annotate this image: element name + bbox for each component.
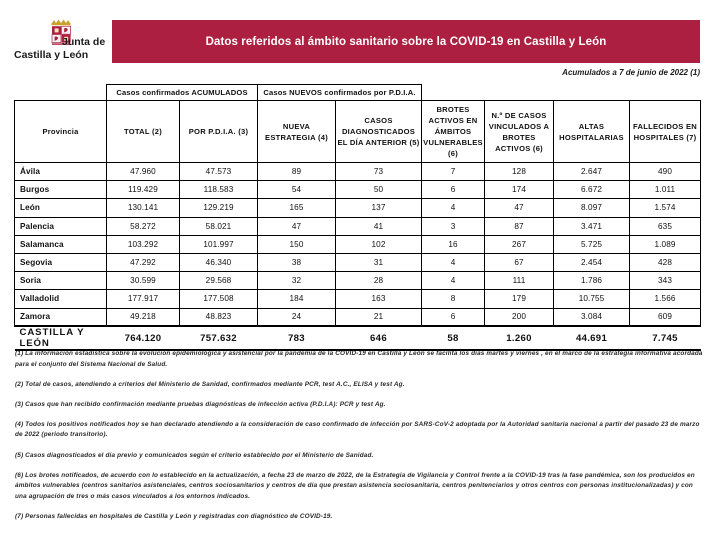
total-cell-brotes-activos: 58 — [422, 326, 485, 350]
total-cell-altas: 44.691 — [554, 326, 630, 350]
footnote-2: (2) Total de casos, atendiendo a criterios del Ministerio de Sanidad, confirmados mediante PCR, test A.C., ELISA y test Ag. — [15, 380, 405, 388]
cell-dia-anterior: 50 — [336, 181, 422, 199]
cell-total: 130.141 — [107, 199, 180, 217]
cell-provincia: Ávila — [15, 163, 107, 181]
cell-por-pdia: 29.568 — [180, 272, 258, 290]
page-header — [0, 0, 714, 77]
total-cell-nueva-estrategia: 783 — [258, 326, 336, 350]
cell-dia-anterior: 137 — [336, 199, 422, 217]
cell-por-pdia: 177.508 — [180, 290, 258, 308]
cell-por-pdia: 46.340 — [180, 253, 258, 271]
cell-por-pdia: 129.219 — [180, 199, 258, 217]
cell-brotes-activos: 4 — [422, 272, 485, 290]
cell-casos-vinculados: 67 — [485, 253, 554, 271]
table-row — [15, 235, 701, 253]
table-row — [15, 272, 701, 290]
column-header-brotes-activos: BROTES ACTIVOS EN ÁMBITOS VULNERABLES (6) — [422, 101, 485, 163]
table-row — [15, 199, 701, 217]
cell-altas: 5.725 — [554, 235, 630, 253]
cell-brotes-activos: 6 — [422, 308, 485, 326]
cell-provincia: Valladolid — [15, 290, 107, 308]
column-header-casos-vinculados: N.º DE CASOS VINCULADOS A BROTES ACTIVOS (6) — [485, 101, 554, 163]
cell-dia-anterior: 73 — [336, 163, 422, 181]
cell-brotes-activos: 6 — [422, 181, 485, 199]
cell-provincia: Soria — [15, 272, 107, 290]
column-header-nueva-estrategia: NUEVA ESTRATEGIA (4) — [258, 101, 336, 163]
cell-casos-vinculados: 174 — [485, 181, 554, 199]
page-title: Datos referidos al ámbito sanitario sobre la COVID-19 en Castilla y León — [205, 35, 607, 48]
junta-logo — [14, 18, 110, 61]
cell-brotes-activos: 3 — [422, 217, 485, 235]
cell-nueva-estrategia: 184 — [258, 290, 336, 308]
column-header-fallecidos: FALLECIDOS EN HOSPITALES (7) — [630, 101, 701, 163]
cell-dia-anterior: 28 — [336, 272, 422, 290]
table-body — [15, 163, 701, 351]
cell-fallecidos: 343 — [630, 272, 701, 290]
cell-dia-anterior: 102 — [336, 235, 422, 253]
cell-altas: 3.471 — [554, 217, 630, 235]
column-header-total: TOTAL (2) — [107, 101, 180, 163]
column-header-dia-anterior: CASOS DIAGNOSTICADOS EL DÍA ANTERIOR (5) — [336, 101, 422, 163]
table-row — [15, 181, 701, 199]
cell-provincia: Burgos — [15, 181, 107, 199]
logo-line-2: Castilla y León — [14, 49, 89, 61]
total-cell-total: 764.120 — [107, 326, 180, 350]
footnote-1: (1) La información estadística sobre la evolución epidemiológica y asistencial por la pandemia de la COVID-19 en Castilla y León se facilita los días martes y viernes , en el marco de la estrategia informativa acordada para el conjunto del Sistema Nacional de Salud. — [15, 350, 703, 368]
table-row — [15, 308, 701, 326]
table-group-header-row — [15, 85, 701, 101]
cell-total: 30.599 — [107, 272, 180, 290]
cell-brotes-activos: 7 — [422, 163, 485, 181]
cell-casos-vinculados: 200 — [485, 308, 554, 326]
cell-casos-vinculados: 87 — [485, 217, 554, 235]
cell-altas: 6.672 — [554, 181, 630, 199]
cell-altas: 8.097 — [554, 199, 630, 217]
cell-dia-anterior: 41 — [336, 217, 422, 235]
cell-brotes-activos: 8 — [422, 290, 485, 308]
cell-nueva-estrategia: 54 — [258, 181, 336, 199]
cell-altas: 2.454 — [554, 253, 630, 271]
cell-total: 49.218 — [107, 308, 180, 326]
logo-line-1: Junta de — [62, 36, 106, 48]
table-row — [15, 217, 701, 235]
total-cell-provincia: CASTILLA Y LEÓN — [15, 326, 107, 350]
group-header-empty-left — [15, 85, 107, 101]
cell-dia-anterior: 31 — [336, 253, 422, 271]
cell-nueva-estrategia: 38 — [258, 253, 336, 271]
table-row — [15, 163, 701, 181]
cell-brotes-activos: 4 — [422, 253, 485, 271]
cell-casos-vinculados: 111 — [485, 272, 554, 290]
cell-fallecidos: 1.089 — [630, 235, 701, 253]
cell-provincia: Palencia — [15, 217, 107, 235]
table-row — [15, 290, 701, 308]
footnote-5: (5) Casos diagnosticados el día previo y comunicados según el criterio establecido por el Ministerio de Sanidad. — [15, 451, 374, 459]
cell-altas: 10.755 — [554, 290, 630, 308]
cell-total: 47.960 — [107, 163, 180, 181]
cell-por-pdia: 58.021 — [180, 217, 258, 235]
cell-altas: 2.647 — [554, 163, 630, 181]
covid-data-table — [14, 84, 701, 351]
covid-data-table-wrap — [14, 84, 700, 351]
cell-casos-vinculados: 267 — [485, 235, 554, 253]
cell-casos-vinculados: 179 — [485, 290, 554, 308]
cell-total: 103.292 — [107, 235, 180, 253]
cell-altas: 1.786 — [554, 272, 630, 290]
group-header-acumulados: Casos confirmados ACUMULADOS — [107, 85, 258, 101]
report-title-bar — [112, 20, 700, 63]
cell-fallecidos: 490 — [630, 163, 701, 181]
cell-nueva-estrategia: 89 — [258, 163, 336, 181]
cell-total: 177.917 — [107, 290, 180, 308]
cell-nueva-estrategia: 32 — [258, 272, 336, 290]
table-column-header-row — [15, 101, 701, 163]
total-cell-dia-anterior: 646 — [336, 326, 422, 350]
cell-fallecidos: 1.011 — [630, 181, 701, 199]
cell-fallecidos: 609 — [630, 308, 701, 326]
cell-nueva-estrategia: 150 — [258, 235, 336, 253]
cell-fallecidos: 1.566 — [630, 290, 701, 308]
total-cell-casos-vinculados: 1.260 — [485, 326, 554, 350]
group-header-nuevos: Casos NUEVOS confirmados por P.D.I.A. — [258, 85, 422, 101]
cell-total: 47.292 — [107, 253, 180, 271]
column-header-provincia: Provincia — [15, 101, 107, 163]
cell-provincia: Zamora — [15, 308, 107, 326]
column-header-altas: ALTAS HOSPITALARIAS — [554, 101, 630, 163]
cell-total: 119.429 — [107, 181, 180, 199]
cell-por-pdia: 118.583 — [180, 181, 258, 199]
cell-fallecidos: 428 — [630, 253, 701, 271]
cell-por-pdia: 48.823 — [180, 308, 258, 326]
cell-por-pdia: 101.997 — [180, 235, 258, 253]
cell-nueva-estrategia: 47 — [258, 217, 336, 235]
cell-nueva-estrategia: 24 — [258, 308, 336, 326]
cell-casos-vinculados: 47 — [485, 199, 554, 217]
total-cell-fallecidos: 7.745 — [630, 326, 701, 350]
cell-dia-anterior: 163 — [336, 290, 422, 308]
cell-fallecidos: 635 — [630, 217, 701, 235]
total-cell-por-pdia: 757.632 — [180, 326, 258, 350]
footnote-6: (6) Los brotes notificados, de acuerdo con lo establecido en la actualización, a fecha 23 de marzo de 2022, de la Estrategia de Vigilancia y Control frente a la COVID-19 tras la fase pandémica, son los producidos en ámbitos vulnerables (centros sanitarios asistenciales, centros sociosanitarios y centros de día que prestan asistencia sociosanitaria, centros penitenciarios y otros centros con personas institucionalizadas) y con una agrupación de tres o más casos vinculados a los entornos indicados. — [15, 471, 695, 500]
accumulated-date-note: Acumulados a 7 de junio de 2022 (1) — [562, 68, 700, 77]
cell-provincia: León — [15, 199, 107, 217]
footnotes-block — [15, 349, 703, 532]
cell-dia-anterior: 21 — [336, 308, 422, 326]
footnote-7: (7) Personas fallecidas en hospitales de Castilla y León y registradas con diagnóstico de COVID-19. — [15, 512, 333, 520]
cell-provincia: Segovia — [15, 253, 107, 271]
cell-fallecidos: 1.574 — [630, 199, 701, 217]
group-header-empty-right — [422, 85, 701, 101]
column-header-por-pdia: POR P.D.I.A. (3) — [180, 101, 258, 163]
footnote-4: (4) Todos los positivos notificados hoy se han declarado atendiendo a la consideración de caso confirmado de infección por SARS-CoV-2 adoptada por la Autoridad sanitaria nacional a partir del pasado 23 de marzo de 2022 (periodo transitorio). — [15, 420, 700, 439]
cell-brotes-activos: 16 — [422, 235, 485, 253]
table-row — [15, 253, 701, 271]
cell-por-pdia: 47.573 — [180, 163, 258, 181]
footnote-3: (3) Casos que han recibido confirmación mediante pruebas diagnósticas de infección activa (P.D.I.A): PCR y test Ag. — [15, 400, 386, 408]
table-total-row — [15, 326, 701, 350]
cell-brotes-activos: 4 — [422, 199, 485, 217]
cell-total: 58.272 — [107, 217, 180, 235]
cell-casos-vinculados: 128 — [485, 163, 554, 181]
cell-nueva-estrategia: 165 — [258, 199, 336, 217]
cell-provincia: Salamanca — [15, 235, 107, 253]
cell-altas: 3.084 — [554, 308, 630, 326]
